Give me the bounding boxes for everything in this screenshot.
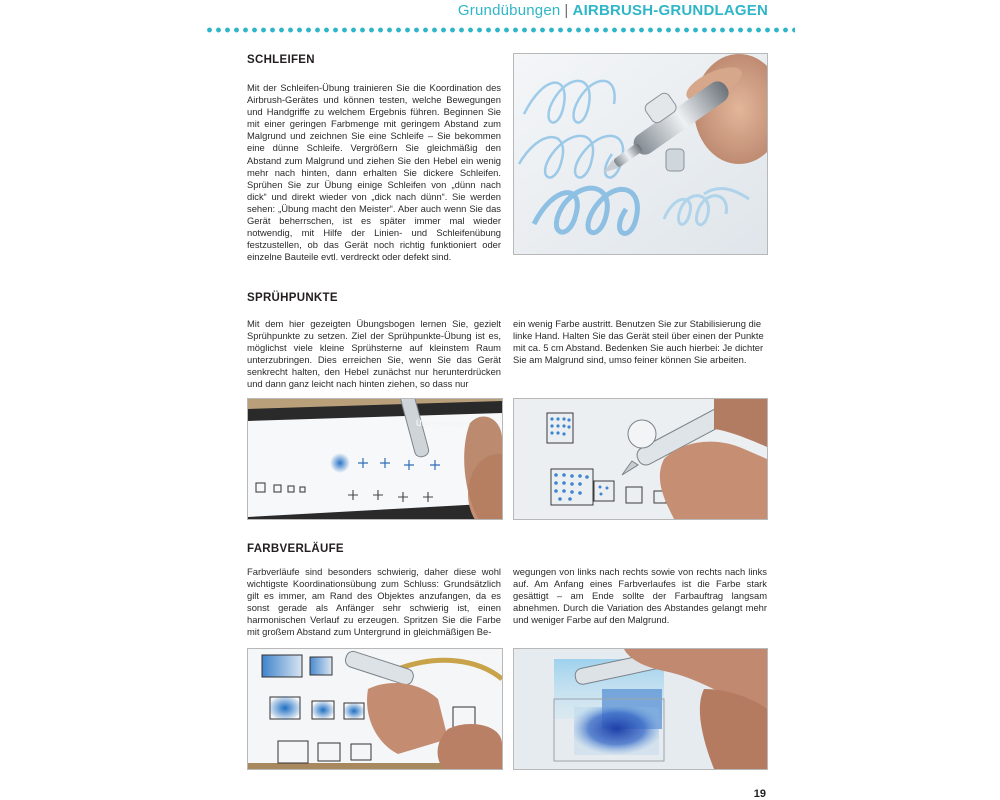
photo-gradient-closeup [513,648,768,770]
photo-gradient-squares [247,648,503,770]
heading-spruehpunkte: SPRÜHPUNKTE [247,292,338,304]
page-number: 19 [753,788,766,800]
text-spruehpunkte-col1: Mit dem hier gezeigten Übungsbogen lernen Sie, gezielt Sprühpunkte zu setzen. Ziel der Sprühpunkte-Übung ist es, möglichst viele kleine Sprühsterne auf kleinstem Raum unterzubringen. Dies erreichen Sie, wenn Sie das Gerät senkrecht halten, den Hebel zunächst nur herunterdrücken und dann ganz leicht nach hinten ziehen, so dass nur [247,318,501,390]
running-header [458,2,768,19]
exercise-sheet-label-wrap [416,419,470,428]
header-separator: | [564,2,569,19]
header-chapter: AIRBRUSH-GRUNDLAGEN [572,2,768,19]
heading-schleifen: SCHLEIFEN [247,54,315,66]
photo-spray-dots-closeup [513,398,768,520]
photo-loops-exercise [513,53,768,255]
text-schleifen: Mit der Schleifen-Übung trainieren Sie die Koordination des Airbrush-Gerätes und können testen, welche Bewegungen und Handgriffe zu welchem Ergebnis führen. Beginnen Sie mit einer geringen Farbmenge mit geringem Abstand zum Malgrund und zeichnen Sie eine Schleife – Sie bekommen eine dünne Schleife. Vergrößern Sie gleichmäßig den Abstand zum Malgrund und ziehen Sie den Hebel ein wenig mehr nach hinten, dann erhalten Sie dickere Schleifen. Sprühen Sie zur Übung einige Schleifen von „dünn nach dick“ und direkt wieder von „dick nach dünn“. Sie werden sehen: „Übung macht den Meister“. Aber auch wenn Sie das Gerät beherrschen, ist es später immer mal wieder notwendig, mit Hilfe der Linien- und Schleifenübung festzustellen, ob das Gerät noch richtig funktioniert oder einzelne Bauteile evtl. verdreckt oder defekt sind. [247,82,501,263]
text-farbverlaeufe-col1: Farbverläufe sind besonders schwierig, daher diese wohl wichtigste Koordinationsübung zum Schluss: Grundsätzlich gilt es immer, am Rand des Objektes anzufangen, da es sonst gerade als Anfänger sehr schwierig ist, einen harmonischen Verlauf zu erzeugen. Spritzen Sie die Farbe mit großem Abstand zum Untergrund in gleichmäßigen Be- [247,566,501,638]
photo-spray-dots-sheet [247,398,503,520]
text-spruehpunkte-col2: ein wenig Farbe austritt. Benutzen Sie zur Stabilisierung die linke Hand. Halten Sie das Gerät steil über einen der Punkte mit ca. 5 cm Abstand. Bedenken Sie auch hierbei: Je dichter Sie am Malgrund sind, umso feiner können Sie arbeiten. [513,318,764,366]
heading-farbverlaeufe: FARBVERLÄUFE [247,543,344,555]
dotted-rule [205,27,795,33]
text-farbverlaeufe-col2: wegungen von links nach rechts sowie von rechts nach links auf. Am Anfang eines Farbverlaufes ist die Farbe stark gesättigt – am Ende sollte der Farbauftrag langsam abnehmen. Durch die Variation des Abstandes gelangt mehr und weniger Farbe auf den Malgrund. [513,566,767,626]
header-section: Grundübungen [457,2,561,19]
exercise-sheet-label: Übungsbogen [416,419,470,428]
